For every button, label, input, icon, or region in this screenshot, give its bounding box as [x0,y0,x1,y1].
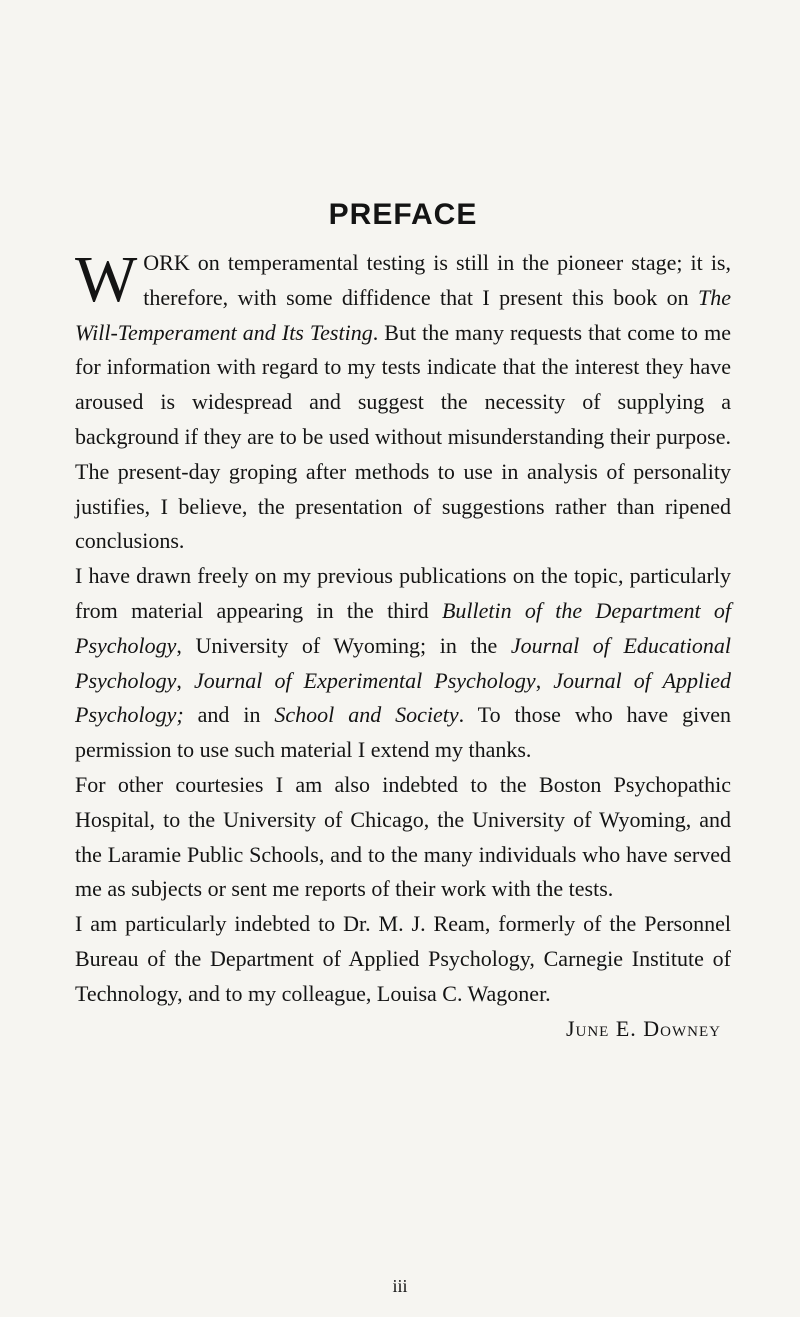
paragraph-2-text-a: I have drawn freely on my previous publications on the topic, particularly from material appearing in the third [75,563,731,623]
preface-page [75,196,731,1046]
reference-applied-psychology: Journal of Applied Psychology; [75,667,731,728]
paragraph-1 [75,243,731,559]
paragraph-2-text-b: , University of Wyoming; in the [176,632,511,658]
paragraph-2-text-c: , [176,667,194,693]
author-signature: June E. Downey [565,1015,721,1041]
page-number: iii [392,1276,408,1296]
paragraph-4: I am particularly indebted to Dr. M. J. Ream, formerly of the Personnel Bureau of the Department of Applied Psychology, Carnegie Institute of Technology, and to my colleague, Louisa C. Wagoner. [75,911,731,1006]
paragraph-2-text-e: and in [183,702,275,728]
reference-bulletin: Bulletin of the Department of Psychology [75,597,731,658]
paragraph-1-text-b: . But the many requests that come to me for information with regard to my tests indicate that the interest they have aroused is widespread and suggest the necessity of supplying a background if they are to be used without misunderstanding their purpose. The present-day groping after methods to use in analysis of personality justifies, I believe, the presentation of suggestions rather than ripened conclusions. [75,319,731,554]
page-title: PREFACE [328,198,478,231]
reference-experimental-psychology: Journal of Experimental Psychology [193,667,536,693]
paragraph-2-text-f: . To those who have given permission to use such material I extend my thanks. [75,702,731,763]
book-title: The Will-Temperament and Its Testing [75,284,731,345]
reference-school-and-society: School and Society [274,702,459,728]
paragraph-2 [75,559,731,768]
paragraph-3: For other courtesies I am also indebted to the Boston Psychopathic Hospital, to the University of Chicago, the University of Wyoming, and the Laramie Public Schools, and to the many individuals who have served me as subjects or sent me reports of their work with the tests. [75,771,731,902]
preface-body [75,243,732,1012]
drop-cap: W [75,243,138,316]
paragraph-1-lead: ORK [143,250,190,275]
paragraph-1-text-a: on temperamental testing is still in the pioneer stage; it is, therefore, with some diffidence that I present this book on [143,250,731,310]
reference-educational-psychology: Journal of Educational Psychology [75,632,732,693]
paragraph-2-text-d: , [535,667,554,693]
